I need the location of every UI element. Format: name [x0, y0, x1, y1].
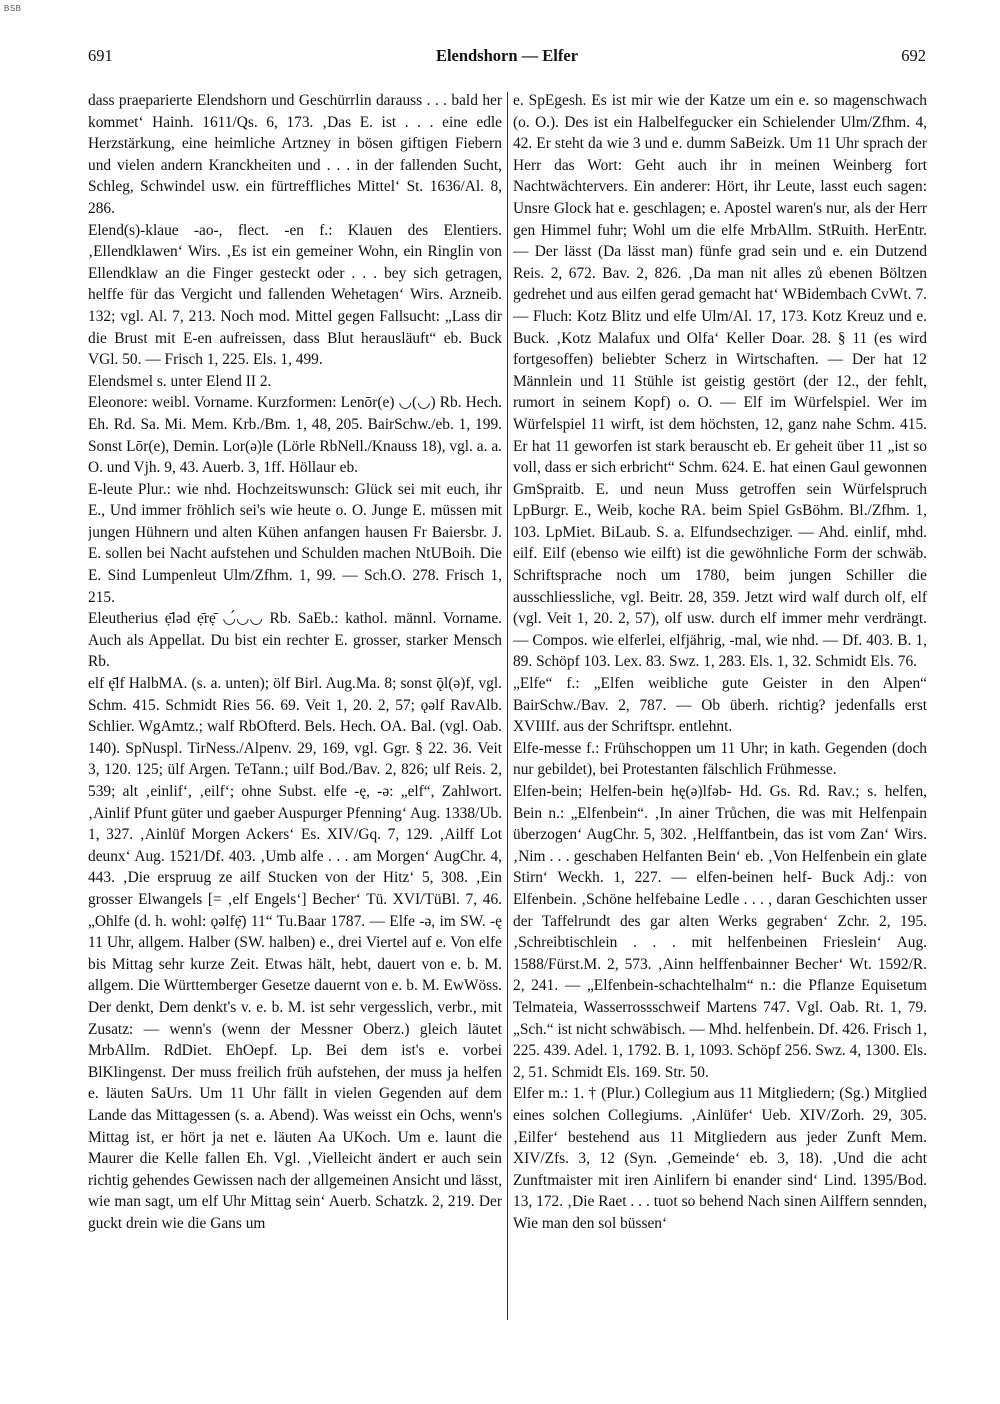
- page-number-right: 692: [901, 46, 926, 65]
- library-stamp: BSB: [4, 4, 22, 13]
- page-header: [88, 46, 926, 68]
- right-column: [513, 90, 927, 1322]
- page-number-left: 691: [88, 46, 113, 65]
- entry-paragraph: E-leute Plur.: wie nhd. Hochzeitswunsch: Glück sei mit euch, ihr E., Und immer fröhlich sei's wie heute o. O. Junge E. müssen mit jungen Hühnern und alten Kühen anfangen hausen Fr Baiersbr. J. E. sollen bei Nacht aufstehen und Schulden machen NtUBoih. Die E. Sind Lumpenleut Ulm/Zfhm. 1, 99. — Sch.O. 278. Frisch 1, 215.: [88, 480, 502, 606]
- entry-paragraph: Elfer m.: 1. † (Plur.) Collegium aus 11 Mitgliedern; (Sg.) Mitglied eines solchen Collegiums. ‚Ainlüfer‘ Ueb. XIV/Zorh. 29, 305. ‚Eilfer‘ bestehend aus 11 Mitgliedern aus jeder Zunft Mem. XIV/Zfs. 3, 12 (Syn. ‚Gemeinde‘ eb. 3, 18). ‚Und die acht Zunftmaister mit iren Ainlifern bi enander sind‘ Lind. 1395/Bod. 13, 172. ‚Die Raet . . . tuot so behend Nach sinen Ailffern sennden, Wie man den sol büssen‘: [513, 1085, 927, 1232]
- entry-paragraph: elf ę̄lf HalbMA. (s. a. unten); ölf Birl. Aug.Ma. 8; sonst ǭl(ə)f, vgl. Schm. 415. Schmidt Ries 56. 69. Veit 1, 20. 2, 57; ǫəlf RavAlb. Schlier. WgAmtz.; walf RbOfterd. Bels. Hech. OA. Bal. (vgl. Oab. 140). SpNuspl. TirNess./Alpenv. 29, 169, vgl. Ggr. § 22. 36. Veit 3, 120. 125; ülf Argen. TeTann.; uilf Bod./Bav. 2, 826; ulf Reis. 2, 539; alt ‚einlif‘, ‚eilf‘; ohne Subst. elfe -ę, -ə: „elf“, Zahlwort. ‚Ainlif Pfunt güter und gaeber Auspurger Pfenning‘ Aug. 1338/Ub. 1, 327. ‚Ainlüf Morgen Ackers‘ Es. XIV/Gq. 7, 129. ‚Ailff Lot deunx‘ Aug. 1521/Df. 403. ‚Umb alfe . . . am Morgen‘ AugChr. 4, 443. ‚Die erspruug ze ailf Stucken von der Hitz‘ 5, 308. ‚Ein grosser Elwangels [= ‚elf Engels‘] Becher‘ Tü. XVI/TüBl. 7, 46. „Ohlfe (d. h. wohl: ǫəlfẹ̄) 11“ Tu.Baar 1787. — Elfe -ə, im SW. -ę 11 Uhr, allgem. Halber (SW. halben) e., drei Viertel auf e. Von elfe bis Mittag sehr kurze Zeit. Etwas hält, hebt, dauert von e. b. M. allgem. Die Württemberger Gesetze dauernt von e. b. M. EwWöss. Der denkt, Dem denkt's v. e. b. M. ist sehr vergesslich, verbr., mit Zusatz: — wenn's (wenn der Messner Oberz.) gleich läutet MrbAllm. RdDiet. EhOepf. Lp. Bei dem ist's e. vorbei BlKlingenst. Der muss freilich früh aufstehen, der muss ja helfen e. läuten SaUrs. Um 11 Uhr fällt in vielen Gegenden auf dem Lande das Mittagessen (s. a. Abend). Was weisst ein Ochs, wenn's Mittag ist, er hört ja net e. läuten Aa UKoch. Um e. launt die Maurer die Kelle fallen Eh. Vgl. ‚Vielleicht ändert er auch sein richtig gehendes Gewissen nach der allgemeinen Ansicht und lässt, wie man sagt, um elf Uhr Mittag sein‘ Auerb. Schatzk. 2, 219. Der guckt drein wie die Gans um: [88, 675, 502, 1232]
- entry-paragraph: Elfe-messe f.: Frühschoppen um 11 Uhr; in kath. Gegenden (doch nur gebildet), bei Protestanten fälschlich Frühmesse.: [513, 739, 927, 779]
- entry-paragraph: „Elfe“ f.: „Elfen weibliche gute Geister in den Alpen“ BairSchw./Bav. 2, 787. — Ob überh. richtig? jedenfalls erst XVIIIf. aus der Schriftspr. entlehnt.: [513, 675, 927, 736]
- column-divider: [507, 92, 508, 1320]
- entry-paragraph: Eleonore: weibl. Vorname. Kurzformen: Lenōr(e) ◡(◡) Rb. Hech. Eh. Rd. Sa. Mi. Mem. Krb./Bm. 1, 48, 205. BairSchw./eb. 1, 199. Sonst Lōr(e), Demin. Lor(ə)le (Lörle RbNell./Knauss 18), vgl. a. a. O. und Vjh. 9, 43. Auerb. 3, 1ff. Höllaur eb.: [88, 394, 502, 477]
- entry-paragraph: e. SpEgesh. Es ist mir wie der Katze um ein e. so magenschwach (o. O.). Des ist ein Halbelfegucker ein Schielender Ulm/Zfhm. 4, 42. Er steht da wie 3 und e. dumm SaBeizk. Um 11 Uhr sprach der Herr das Wort: Geht auch ihr in meinen Weinberg fort Nachtwächtervers. Ein anderer: Hört, ihr Leute, lasst euch sagen: Unsre Glock hat e. geschlagen; e. Apostel waren's nur, als der Herr gen Himmel fuhr; Wohl um die elfe MrbAllm. StRuith. HerEntr. — Der lässt (Da lässt man) fünfe grad sein und e. ein Dutzend Reis. 2, 672. Bav. 2, 826. ‚Da man nit alles zů ebenen Böltzen gedrehet und aus eilfen gerad gemacht hat‘ WBidembach CvWt. 7. — Fluch: Kotz Blitz und elfe Ulm/Al. 17, 173. Kotz Kreuz und e. Buck. ‚Kotz Malafux und Olfa‘ Keller Doar. 28. § 11 (es wird fortgesoffen) beliebter Scherz in Wirtschaften. — Der hat 12 Männlein und 11 Stühle ist geistig gestört (der 12., der fehlt, rumort in seinem Kopf) o. O. — Elf im Würfelspiel. Wer im Würfelspiel 11 wirft, ist dem höchsten, 12, ganz nahe Schm. 415. Er hat 11 geworfen ist stark berauscht eb. Er geheit über 11 „ist so voll, dass er sich erbricht“ Schm. 624. E. hat einen Gaul gewonnen GmSpraitb. E. und neun Muss getroffen sein Würfelspruch LpBurgr. E., Weib, koche RA. beim Spiel GsBöhm. Bl./Zfhm. 1, 103. LpMiet. BiLaub. S. a. Elfundsechziger. — Ahd. einlif, mhd. eilf. Eilf (ebenso wie eilft) ist die gewöhnliche Form der schwäb. Schriftsprache noch um 1780, beim jungen Schiller die ausschliessliche, vgl. Beitr. 28, 359. Jetzt wird walf durch olf, elf (vgl. Veit 1, 20. 2, 57), olf usw. durch elf immer mehr verdrängt. — Compos. wie elferlei, elfjährig, -mal, wie nhd. — Df. 403. B. 1, 89. Schöpf 103. Lex. 83. Swz. 1, 283. Els. 1, 32. Schmidt Els. 76.: [513, 92, 927, 671]
- entry-paragraph: Elfen-bein; Helfen-bein hę(ə)lfəb- Hd. Gs. Rd. Rav.; s. helfen, Bein n.: „Elfenbein“. ‚In ainer Trůchen, die was mit Helfenpain überzogen‘ AugChr. 5, 302. ‚Helffantbein, das ist vom Zan‘ Wirs. ‚Nim . . . geschaben Helfanten Bein‘ eb. ‚Von Helfenbein ein glate Stirn‘ Weckh. 1, 227. — elfen-beinen helf- Buck Adj.: von Elfenbein. ‚Schöne helfebaine Ledle . . . , daran Geschichten usser der Taffelrundt des gar alten Werks gegraben‘ Zchr. 2, 195. ‚Schreibtischlein . . . mit helfenbeinen Frieslein‘ Aug. 1588/Fürst.M. 2, 573. ‚Ainn helffenbainner Becher‘ Wt. 1592/R. 2, 241. — „Elfenbein-schachtelhalm“ n.: die Pflanze Equisetum Telmateia, Wasserrossschweif Martens 747. Vgl. Oab. Rt. 1, 79. „Sch.“ ist nicht schwäbisch. — Mhd. helfenbein. Df. 426. Frisch 1, 225. 439. Adel. 1, 1792. B. 1, 1093. Schöpf 256. Swz. 4, 1300. Els. 2, 51. Schmidt Els. 169. Str. 50.: [513, 783, 927, 1081]
- left-column: [88, 90, 502, 1322]
- entry-paragraph: Elendsmel s. unter Elend II 2.: [88, 372, 272, 390]
- entry-paragraph: dass praeparierte Elendshorn und Geschürrlin darauss . . . bald her kommet‘ Hainh. 1611/Qs. 6, 173. ‚Das E. ist . . . eine edle Herzstärkung, eine heimliche Artzney in bösen giftigen Fiebern und vielen andern Kranckheiten und . . . in der fallenden Sucht, Schleg, Schwindel usw. ein fürtreffliches Mittel‘ St. 1636/Al. 8, 286.: [88, 92, 502, 217]
- running-title: Elendshorn — Elfer: [435, 46, 579, 65]
- entry-paragraph: Elend(s)-klaue -ao-, flect. -en f.: Klauen des Elentiers. ‚Ellendklawen‘ Wirs. ‚Es ist ein gemeiner Wohn, ein Ringlin von Ellendklaw an die Finger gesteckt oder . . . bey sich getragen, helffe für das Vergicht und fallenden Wehetagen‘ Wirs. Arzneib. 132; vgl. Al. 7, 213. Noch mod. Mittel gegen Fallsucht: „Lass dir die Brust mit E-en aufreissen, dass Blut herausläuft“ eb. Buck VGl. 50. — Frisch 1, 225. Els. 1, 499.: [88, 221, 502, 369]
- entry-paragraph: Eleutherius ẹ̄ləd ẹ̄rẹ̄ ◡́◡◡ Rb. SaEb.: kathol. männl. Vorname. Auch als Appellat. Du bist ein rechter E. grosser, starker Mensch Rb.: [88, 610, 502, 671]
